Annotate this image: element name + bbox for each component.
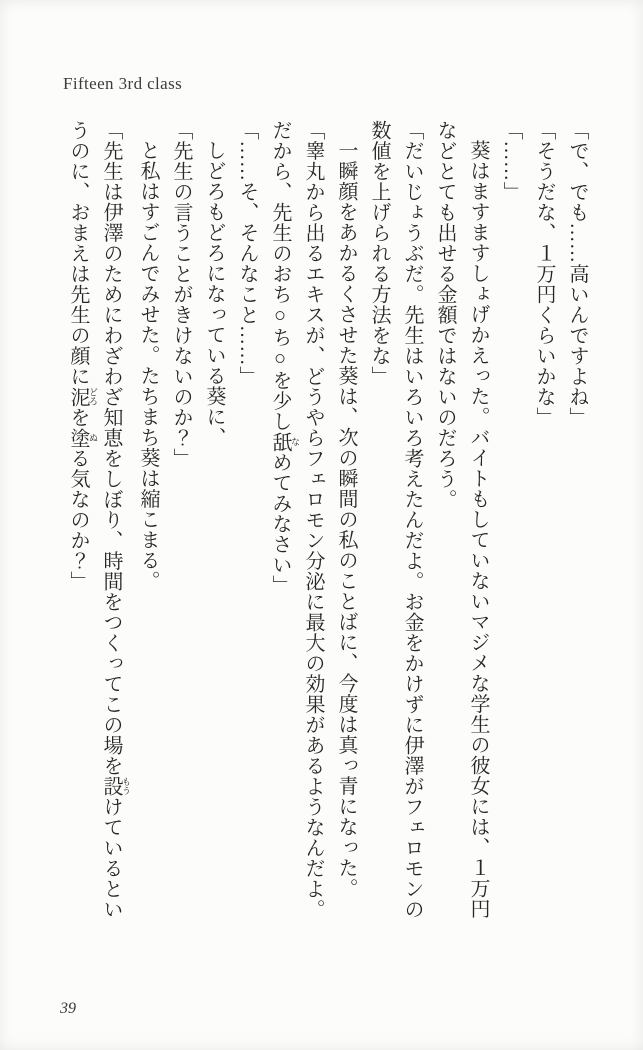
paragraph-narrative: しどろもどろになっている葵に、 [203, 140, 225, 448]
text-body [61, 120, 593, 923]
running-head: Fifteen 3rd class [63, 74, 183, 93]
paragraph-dialogue: 「先生は伊澤のためにわざわざ知恵をしぼり、時間をつくってこの場を設 もうけているというのに、おまえは先生の顔に泥 どろを塗 ぬる気なのか？」 [67, 120, 131, 920]
paragraph-dialogue: 「で、でも……高いんですよね」 [566, 120, 588, 428]
paragraph-dialogue: 「睾丸から出るエキスが、どうやらフェロモン分泌に最大の効果があるようなんだよ。だから、先生のおち○ち○を少し舐 なめてみなさい」 [269, 120, 324, 920]
paragraph-narrative: 一瞬顔をあかるくさせた葵は、次の瞬間の私のことばに、今度は真っ青になった。 [335, 140, 357, 899]
paragraph-narrative: と私はすごんでみせた。たちまち葵は縮こまる。 [137, 140, 159, 591]
paragraph-dialogue: 「だいじょうぶだ。先生はいろいろ考えたんだよ。お金をかけずに伊澤がフェロモンの数値を上げられる方法をな」 [368, 120, 423, 920]
paragraph-narrative: 葵はますますしょげかえった。バイトもしていないマジメな学生の彼女には、１万円などとても出せる金額ではないのだろう。 [434, 120, 489, 919]
paragraph-dialogue: 「そうだな、１万円くらいかな」 [533, 120, 555, 428]
paragraph-dialogue: 「……そ、そんなこと……」 [236, 120, 258, 387]
page-number: 39 [60, 1000, 76, 1017]
paragraph-dialogue: 「先生の言うことがきけないのか？」 [170, 120, 192, 469]
paragraph-dialogue: 「……」 [500, 120, 522, 202]
